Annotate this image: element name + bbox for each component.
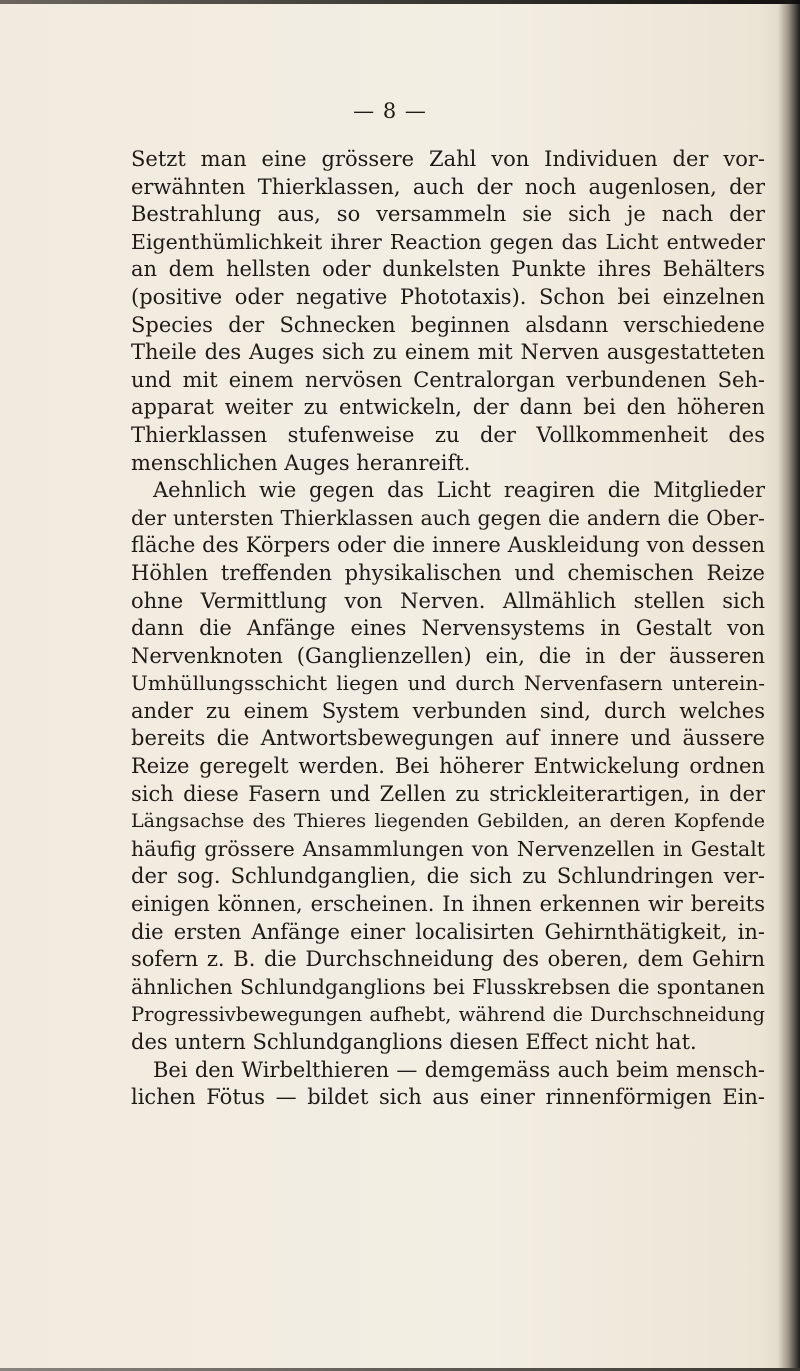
text-line: der sog. Schlundganglien, die sich zu Schlundringen ver- — [131, 864, 765, 889]
text-line: erwähnten Thierklassen, auch der noch augenlosen, der — [131, 174, 765, 199]
text-line: Reize geregelt werden. Bei höherer Entwickelung ordnen — [131, 754, 765, 779]
text-line: und mit einem nervösen Centralorgan verbundenen Seh- — [131, 367, 765, 392]
text-line: dann die Anfänge eines Nervensystems in Gestalt von — [131, 616, 765, 641]
text-line: einigen können, erscheinen. In ihnen erkennen wir bereits — [131, 892, 765, 917]
binding-edge-shadow — [778, 0, 800, 1371]
text-line: sofern z. B. die Durchschneidung des oberen, dem Gehirn — [131, 947, 765, 972]
text-line: Theile des Auges sich zu einem mit Nerven ausgestatteten — [131, 340, 765, 365]
text-line: des untern Schlundganglions diesen Effect nicht hat. — [131, 1030, 697, 1054]
text-line: Umhüllungsschicht liegen und durch Nervenfasern unterein- — [131, 671, 765, 696]
text-line: (positive oder negative Phototaxis). Schon bei einzelnen — [131, 284, 765, 309]
body-text — [131, 146, 765, 1112]
text-line: Setzt man eine grössere Zahl von Individuen der vor- — [131, 147, 765, 171]
text-line: Längsachse des Thieres liegenden Gebilden, an deren Kopfende — [131, 810, 765, 833]
text-line: ähnlichen Schlundganglions bei Flusskrebsen die spontanen — [131, 974, 765, 999]
text-line: Eigenthümlichkeit ihrer Reaction gegen das Licht entweder — [131, 229, 765, 254]
text-line: die ersten Anfänge einer localisirten Gehirnthätigkeit, in- — [131, 919, 765, 944]
text-line: Bei den Wirbelthieren — demgemäss auch beim mensch- — [153, 1057, 765, 1082]
top-edge-rule — [0, 0, 800, 4]
text-line: häufig grössere Ansammlungen von Nervenzellen in Gestalt — [131, 836, 765, 861]
page-number: — 8 — — [353, 99, 427, 123]
text-line: lichen Fötus — bildet sich aus einer rinnenförmigen Ein- — [131, 1085, 765, 1110]
text-line: sich diese Fasern und Zellen zu strickleiterartigen, in der — [131, 781, 765, 806]
text-line: Species der Schnecken beginnen alsdann verschiedene — [131, 312, 765, 337]
text-line: fläche des Körpers oder die innere Auskleidung von dessen — [131, 533, 765, 558]
text-line: apparat weiter zu entwickeln, der dann bei den höheren — [131, 395, 765, 420]
text-line: Progressivbewegungen aufhebt, während die Durchschneidung — [131, 1003, 765, 1027]
text-line: der untersten Thierklassen auch gegen die andern die Ober- — [131, 505, 765, 530]
text-line: menschlichen Auges heranreift. — [131, 450, 471, 475]
text-line: Höhlen treffenden physikalischen und chemischen Reize — [131, 560, 765, 585]
text-line: Bestrahlung aus, so versammeln sie sich je nach der — [131, 202, 765, 227]
text-line: ohne Vermittlung von Nerven. Allmählich stellen sich — [131, 588, 765, 613]
text-line: Nervenknoten (Ganglienzellen) ein, die in der äusseren — [131, 643, 765, 668]
text-line: an dem hellsten oder dunkelsten Punkte ihres Behälters — [131, 257, 765, 282]
text-line: Thierklassen stufenweise zu der Vollkommenheit des — [131, 422, 765, 447]
text-line: ander zu einem System verbunden sind, durch welches — [131, 698, 765, 723]
text-line: Aehnlich wie gegen das Licht reagiren die Mitglieder — [153, 478, 765, 503]
text-line: bereits die Antwortsbewegungen auf innere und äussere — [131, 726, 765, 751]
